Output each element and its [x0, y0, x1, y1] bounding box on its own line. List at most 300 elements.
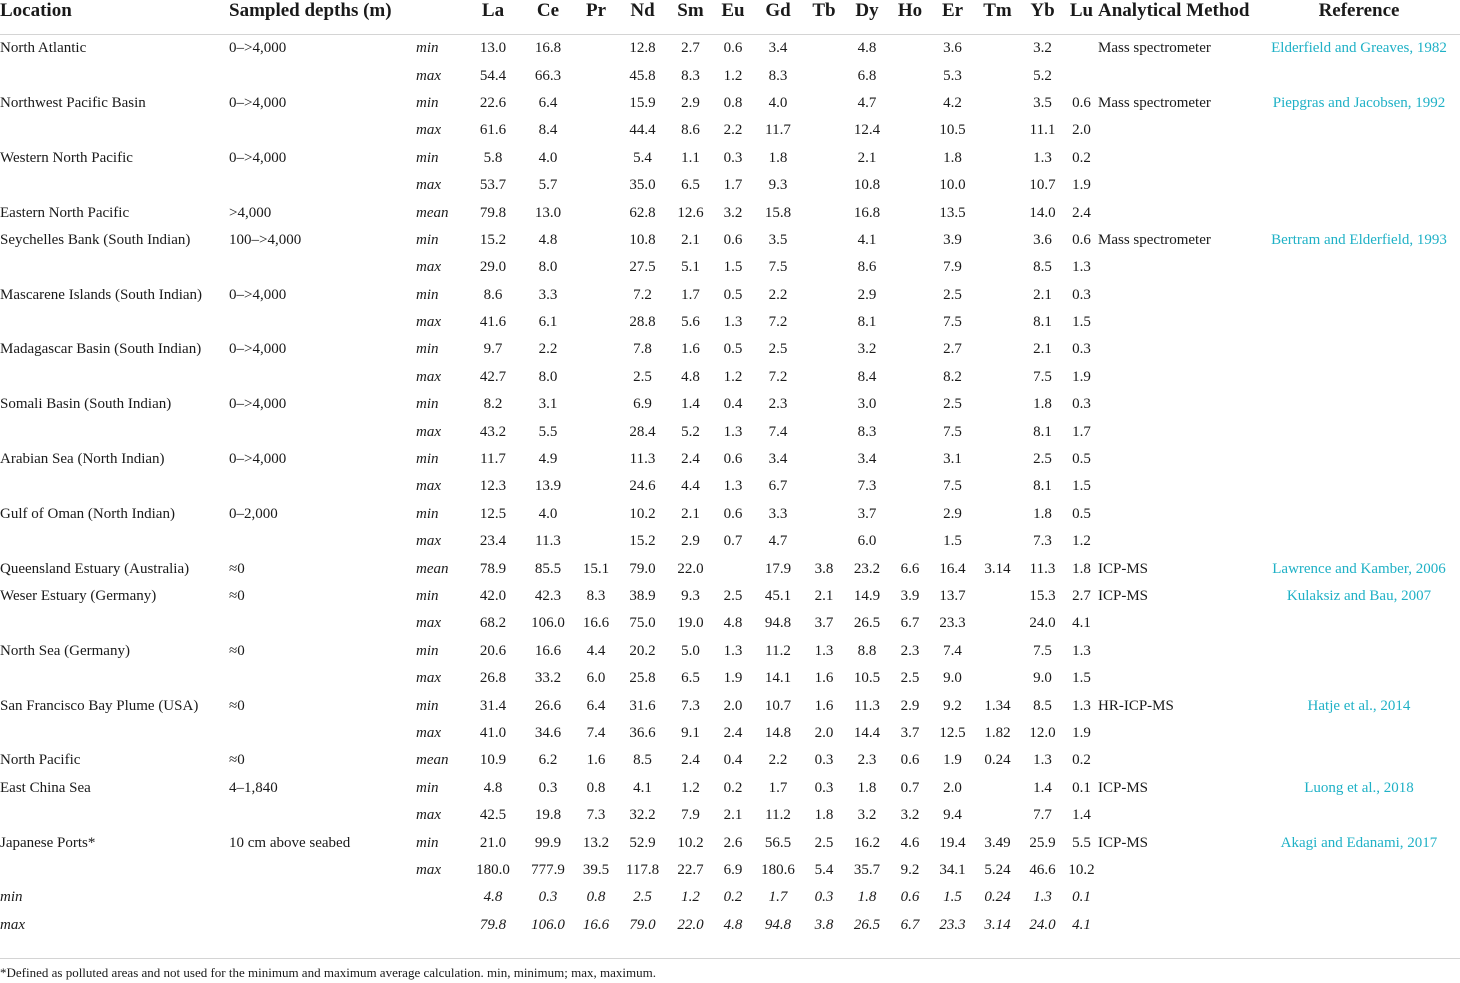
value-cell-pr: [574, 309, 618, 336]
value-cell-gd: 3.4: [768, 40, 788, 57]
table-row: [0, 254, 1460, 281]
value-cell-eu: 2.1: [723, 807, 743, 824]
value-cell-tb: 3.8: [814, 560, 834, 577]
value-cell-yb: 8.1: [1033, 478, 1052, 495]
value-cell-eu: 0.4: [723, 396, 743, 413]
value-cell-tb: 3.7: [814, 615, 834, 632]
method-cell: [1098, 282, 1258, 309]
reference-link: [1258, 336, 1460, 363]
value-cell-la: 5.8: [483, 149, 503, 166]
table-row: [0, 336, 1460, 363]
location-cell: Seychelles Bank (South Indian): [0, 231, 191, 248]
summary-value-sm: 22.0: [677, 916, 704, 933]
value-cell-ho: [890, 473, 930, 500]
value-cell-er: 13.7: [939, 588, 966, 604]
depth-cell: [229, 665, 416, 692]
value-cell-eu: 1.2: [723, 368, 743, 385]
stat-cell: min: [416, 505, 439, 522]
method-cell: [1098, 391, 1258, 418]
value-cell-tb: [804, 62, 844, 89]
stat-cell: max: [416, 368, 441, 385]
summary-value-ce: 106.0: [531, 916, 565, 933]
stat-cell: min: [416, 779, 439, 796]
value-cell-eu: 1.3: [723, 314, 743, 331]
location-cell: Mascarene Islands (South Indian): [0, 286, 203, 303]
value-cell-tm: [975, 145, 1020, 172]
reference-link: [1258, 501, 1460, 528]
value-cell-tb: [804, 199, 844, 226]
method-cell: [1098, 473, 1258, 500]
value-cell-sm: 6.5: [681, 670, 700, 687]
value-cell-er: 9.0: [943, 670, 962, 687]
value-cell-sm: 1.2: [681, 779, 700, 796]
column-header-element: Tb: [804, 0, 844, 35]
table-row: [0, 665, 1460, 692]
value-cell-dy: 3.2: [857, 341, 877, 358]
value-cell-nd: 15.9: [629, 94, 656, 111]
value-cell-dy: 16.2: [853, 834, 881, 851]
value-cell-nd: 75.0: [629, 615, 656, 632]
summary-value-yb: 1.3: [1033, 889, 1052, 906]
value-cell-ce: 16.6: [534, 642, 562, 659]
value-cell-gd: 11.2: [765, 642, 791, 659]
table-row: [0, 501, 1460, 528]
value-cell-la: 43.2: [479, 423, 507, 440]
method-cell: Mass spectrometer: [1098, 94, 1211, 111]
value-cell-yb: 1.8: [1033, 505, 1052, 522]
value-cell-dy: 6.0: [857, 533, 877, 550]
value-cell-er: 3.9: [943, 231, 962, 248]
value-cell-la: 13.0: [479, 40, 507, 57]
value-cell-tb: [804, 364, 844, 391]
table-row: [0, 90, 1460, 117]
value-cell-tm: [975, 309, 1020, 336]
value-cell-er: 23.3: [939, 615, 966, 632]
value-cell-sm: 1.1: [681, 149, 700, 166]
reference-link: [1258, 610, 1460, 637]
value-cell-ho: 2.9: [900, 697, 920, 714]
value-cell-ce: 4.9: [538, 451, 558, 468]
method-cell: [1098, 62, 1258, 89]
reference-link: [1258, 364, 1460, 391]
value-cell-lu: 1.3: [1072, 642, 1091, 659]
value-cell-tb: [804, 145, 844, 172]
value-cell-tb: [804, 446, 844, 473]
value-cell-pr: 7.4: [586, 724, 606, 741]
summary-value-lu: 0.1: [1072, 889, 1091, 906]
value-cell-lu: 1.3: [1072, 697, 1091, 714]
value-cell-nd: 44.4: [629, 122, 656, 139]
value-cell-nd: 10.2: [629, 505, 656, 522]
reference-link[interactable]: Hatje et al., 2014: [1307, 697, 1411, 714]
method-cell: [1098, 199, 1258, 226]
value-cell-ce: 2.2: [538, 341, 558, 358]
value-cell-tb: 2.5: [814, 834, 834, 851]
value-cell-yb: 46.6: [1029, 861, 1056, 878]
stat-cell: max: [416, 423, 441, 440]
value-cell-yb: 14.0: [1029, 204, 1056, 221]
value-cell-pr: [574, 172, 618, 199]
value-cell-yb: 2.5: [1033, 451, 1052, 468]
value-cell-pr: [574, 528, 618, 555]
value-cell-tb: 1.6: [814, 670, 834, 687]
value-cell-sm: 2.4: [681, 451, 700, 468]
value-cell-la: 31.4: [479, 697, 507, 714]
value-cell-tm: [975, 227, 1020, 254]
reference-link[interactable]: Elderfield and Greaves, 1982: [1271, 40, 1447, 57]
value-cell-pr: [574, 90, 618, 117]
value-cell-dy: 16.8: [853, 204, 881, 221]
value-cell-lu: 1.4: [1072, 807, 1091, 824]
value-cell-eu: 2.5: [723, 588, 743, 604]
value-cell-tm: [975, 35, 1020, 63]
value-cell-eu: 2.0: [723, 697, 743, 714]
location-cell: Queensland Estuary (Australia): [0, 560, 190, 577]
value-cell-la: 22.6: [479, 94, 507, 111]
value-cell-ce: 5.5: [538, 423, 558, 440]
depth-cell: 0–>4,000: [229, 94, 287, 111]
value-cell-pr: [574, 501, 618, 528]
value-cell-nd: 24.6: [629, 478, 656, 495]
value-cell-sm: 9.3: [681, 588, 700, 604]
summary-value-lu: 4.1: [1072, 916, 1091, 933]
location-cell: Somali Basin (South Indian): [0, 396, 172, 413]
value-cell-er: 2.5: [943, 286, 962, 303]
value-cell-sm: 22.0: [677, 560, 704, 577]
value-cell-nd: 6.9: [633, 396, 652, 413]
column-header-element: La: [464, 0, 522, 35]
value-cell-tm: [975, 473, 1020, 500]
value-cell-tm: [975, 90, 1020, 117]
stat-cell: max: [416, 259, 441, 276]
value-cell-ho: 3.9: [900, 588, 920, 604]
value-cell-nd: 32.2: [629, 807, 656, 824]
value-cell-gd: 3.5: [768, 231, 788, 248]
value-cell-ce: 6.4: [538, 94, 558, 111]
summary-row-min: [0, 884, 1460, 911]
value-cell-dy: 11.3: [854, 697, 880, 714]
value-cell-eu: 1.5: [723, 259, 743, 276]
value-cell-ho: [890, 282, 930, 309]
reference-link: [1258, 391, 1460, 418]
reference-link[interactable]: Lawrence and Kamber, 2006: [1272, 560, 1446, 577]
value-cell-yb: 7.5: [1033, 368, 1052, 385]
value-cell-er: 7.5: [943, 478, 962, 495]
value-cell-ce: 6.2: [538, 752, 558, 769]
stat-cell: min: [416, 341, 439, 358]
value-cell-la: 23.4: [479, 533, 507, 550]
value-cell-gd: 11.2: [765, 807, 791, 824]
value-cell-lu: 5.5: [1072, 834, 1091, 851]
value-cell-yb: 10.7: [1029, 177, 1056, 194]
value-cell-ho: [890, 199, 930, 226]
summary-value-tb: 0.3: [814, 889, 834, 906]
value-cell-pr: [574, 117, 618, 144]
value-cell-lu: 1.7: [1072, 423, 1091, 440]
stat-cell: min: [416, 40, 439, 57]
column-header-element: Sm: [667, 0, 714, 35]
value-cell-ce: 19.8: [534, 807, 562, 824]
value-cell-sm: 2.9: [681, 94, 700, 111]
value-cell-ho: 2.5: [900, 670, 920, 687]
location-cell: Western North Pacific: [0, 149, 133, 166]
location-cell: [0, 364, 229, 391]
reference-link[interactable]: Bertram and Elderfield, 1993: [1271, 231, 1447, 248]
value-cell-nd: 12.8: [629, 40, 656, 57]
value-cell-lu: 1.5: [1072, 670, 1091, 687]
stat-cell: max: [416, 314, 441, 331]
stat-cell: min: [416, 451, 439, 468]
empty-cell: [1098, 884, 1258, 911]
value-cell-ce: 0.3: [538, 779, 558, 796]
column-header-element: Er: [930, 0, 975, 35]
summary-value-sm: 1.2: [681, 889, 700, 906]
summary-value-ce: 0.3: [538, 889, 558, 906]
depth-cell: [229, 857, 416, 884]
value-cell-tb: [804, 528, 844, 555]
value-cell-eu: 0.4: [723, 752, 743, 769]
location-cell: Eastern North Pacific: [0, 204, 130, 221]
value-cell-la: 4.8: [483, 779, 503, 796]
value-cell-la: 9.7: [483, 341, 503, 358]
depth-cell: 0–2,000: [229, 505, 278, 522]
value-cell-sm: 6.5: [681, 177, 700, 194]
stat-cell: max: [416, 615, 441, 632]
summary-value-dy: 26.5: [853, 916, 881, 933]
summary-value-tm: 0.24: [984, 889, 1011, 906]
value-cell-pr: [574, 227, 618, 254]
value-cell-tb: [804, 172, 844, 199]
table-row: [0, 829, 1460, 856]
summary-value-tb: 3.8: [814, 916, 834, 933]
reference-link: [1258, 747, 1460, 774]
value-cell-er: 1.5: [943, 533, 962, 550]
location-cell: [0, 172, 229, 199]
method-cell: ICP-MS: [1098, 588, 1149, 604]
reference-link: [1258, 309, 1460, 336]
empty-cell: [229, 884, 416, 911]
value-cell-dy: 2.9: [857, 286, 877, 303]
value-cell-tm: 1.82: [984, 724, 1011, 741]
value-cell-nd: 10.8: [629, 231, 656, 248]
value-cell-la: 11.7: [480, 451, 506, 468]
reference-link[interactable]: Luong et al., 2018: [1304, 779, 1414, 796]
value-cell-er: 12.5: [939, 724, 966, 741]
depth-cell: 0–>4,000: [229, 40, 287, 57]
value-cell-ce: 85.5: [534, 560, 562, 577]
column-header-element: Gd: [752, 0, 804, 35]
value-cell-sm: 2.4: [681, 752, 700, 769]
reference-link: [1258, 446, 1460, 473]
value-cell-tb: [804, 282, 844, 309]
location-cell: [0, 254, 229, 281]
value-cell-gd: 1.7: [768, 779, 788, 796]
value-cell-lu: 1.9: [1072, 368, 1091, 385]
value-cell-nd: 20.2: [629, 642, 656, 659]
value-cell-eu: 4.8: [723, 615, 743, 632]
method-cell: [1098, 610, 1258, 637]
stat-cell: min: [416, 94, 439, 111]
value-cell-eu: 3.2: [723, 204, 743, 221]
value-cell-la: 29.0: [479, 259, 507, 276]
value-cell-ho: 3.7: [900, 724, 920, 741]
summary-value-pr: 0.8: [586, 889, 606, 906]
value-cell-ho: [890, 62, 930, 89]
reference-link: [1258, 62, 1460, 89]
value-cell-gd: 45.1: [764, 588, 792, 604]
value-cell-pr: [574, 145, 618, 172]
value-cell-dy: 4.7: [857, 94, 877, 111]
table-row: [0, 610, 1460, 637]
value-cell-yb: 25.9: [1029, 834, 1056, 851]
location-cell: [0, 802, 229, 829]
value-cell-pr: [574, 282, 618, 309]
value-cell-tm: [975, 117, 1020, 144]
stat-cell: mean: [416, 204, 449, 221]
value-cell-yb: 7.5: [1033, 642, 1052, 659]
value-cell-tm: [975, 336, 1020, 363]
method-cell: ICP-MS: [1098, 779, 1149, 796]
value-cell-lu: 2.4: [1072, 204, 1091, 221]
method-cell: [1098, 254, 1258, 281]
value-cell-ho: 6.6: [900, 560, 920, 577]
value-cell-nd: 27.5: [629, 259, 656, 276]
value-cell-tm: 3.49: [984, 834, 1011, 851]
value-cell-lu: 0.5: [1072, 451, 1091, 468]
value-cell-lu: 10.2: [1068, 861, 1095, 878]
method-cell: [1098, 720, 1258, 747]
value-cell-sm: 8.3: [681, 67, 700, 84]
value-cell-dy: 3.2: [857, 807, 877, 824]
value-cell-gd: 8.3: [768, 67, 788, 84]
depth-cell: [229, 309, 416, 336]
table-header-row: [0, 0, 1460, 35]
value-cell-nd: 45.8: [629, 67, 656, 84]
value-cell-sm: 5.2: [681, 423, 700, 440]
value-cell-pr: [574, 446, 618, 473]
method-cell: [1098, 857, 1258, 884]
value-cell-tb: 2.1: [814, 588, 834, 604]
value-cell-eu: 1.3: [723, 642, 743, 659]
value-cell-ho: 6.7: [900, 615, 920, 632]
reference-link: [1258, 145, 1460, 172]
value-cell-sm: 19.0: [677, 615, 704, 632]
column-header-method: Analytical Method: [1098, 0, 1258, 35]
empty-cell: [1098, 912, 1258, 939]
value-cell-eu: 0.6: [723, 451, 743, 468]
depth-cell: [229, 720, 416, 747]
value-cell-ho: [890, 501, 930, 528]
value-cell-dy: 8.6: [857, 259, 877, 276]
value-cell-dy: 6.8: [857, 67, 877, 84]
summary-value-gd: 1.7: [768, 889, 788, 906]
reference-link: [1258, 418, 1460, 445]
value-cell-nd: 36.6: [629, 724, 656, 741]
location-cell: North Pacific: [0, 752, 81, 769]
value-cell-tb: 5.4: [814, 861, 834, 878]
stat-cell: min: [416, 396, 439, 413]
value-cell-ce: 26.6: [534, 697, 562, 714]
value-cell-eu: 0.7: [723, 533, 743, 550]
value-cell-lu: 0.3: [1072, 286, 1091, 303]
summary-value-la: 4.8: [483, 889, 503, 906]
column-header-stat: [416, 0, 464, 35]
stat-cell: max: [416, 122, 441, 139]
column-header-element: Dy: [844, 0, 890, 35]
value-cell-pr: 15.1: [582, 560, 610, 577]
summary-value-eu: 4.8: [723, 916, 743, 933]
value-cell-gd: 3.3: [768, 505, 788, 522]
value-cell-la: 61.6: [479, 122, 507, 139]
location-cell: Gulf of Oman (North Indian): [0, 505, 175, 522]
value-cell-pr: [574, 473, 618, 500]
value-cell-la: 41.6: [479, 314, 507, 331]
value-cell-yb: 7.3: [1033, 533, 1052, 550]
value-cell-tb: [804, 90, 844, 117]
value-cell-ho: [890, 227, 930, 254]
depth-cell: ≈0: [229, 588, 245, 604]
reference-link[interactable]: Piepgras and Jacobsen, 1992: [1272, 94, 1446, 111]
value-cell-ce: 777.9: [531, 861, 565, 878]
value-cell-ho: 0.7: [900, 779, 920, 796]
value-cell-tm: [975, 638, 1020, 665]
summary-value-nd: 79.0: [629, 916, 656, 933]
value-cell-dy: 10.5: [853, 670, 881, 687]
value-cell-sm: 2.1: [681, 505, 700, 522]
value-cell-dy: 8.4: [857, 368, 877, 385]
value-cell-pr: [574, 199, 618, 226]
value-cell-gd: 2.2: [768, 286, 788, 303]
method-cell: [1098, 309, 1258, 336]
location-cell: [0, 720, 229, 747]
reference-link[interactable]: Kulaksiz and Bau, 2007: [1286, 588, 1432, 604]
value-cell-sm: 5.0: [681, 642, 700, 659]
method-cell: [1098, 364, 1258, 391]
value-cell-lu: 0.2: [1072, 149, 1091, 166]
column-header-reference: Reference: [1258, 0, 1460, 35]
depth-cell: [229, 254, 416, 281]
value-cell-dy: 8.1: [857, 314, 877, 331]
table-body: [0, 35, 1460, 939]
stat-cell: max: [416, 724, 441, 741]
stat-cell: max: [416, 533, 441, 550]
stat-cell: min: [416, 588, 439, 604]
value-cell-lu: 1.5: [1072, 314, 1091, 331]
method-cell: [1098, 528, 1258, 555]
value-cell-ho: 9.2: [900, 861, 920, 878]
value-cell-nd: 52.9: [629, 834, 656, 851]
value-cell-yb: 8.1: [1033, 423, 1052, 440]
depth-cell: [229, 528, 416, 555]
value-cell-eu: 0.5: [723, 286, 743, 303]
value-cell-nd: 15.2: [629, 533, 656, 550]
value-cell-nd: 38.9: [629, 588, 656, 604]
value-cell-ho: [890, 90, 930, 117]
value-cell-sm: 1.6: [681, 341, 700, 358]
value-cell-ce: 13.0: [534, 204, 562, 221]
stat-cell: min: [416, 231, 439, 248]
value-cell-gd: 180.6: [761, 861, 795, 878]
value-cell-la: 20.6: [479, 642, 507, 659]
value-cell-dy: 3.4: [857, 451, 877, 468]
table-row: [0, 309, 1460, 336]
value-cell-yb: 8.5: [1033, 697, 1052, 714]
reference-link[interactable]: Akagi and Edanami, 2017: [1280, 834, 1438, 851]
value-cell-er: 8.2: [943, 368, 962, 385]
value-cell-pr: 0.8: [586, 779, 606, 796]
value-cell-dy: 3.0: [857, 396, 877, 413]
value-cell-gd: 15.8: [764, 204, 792, 221]
